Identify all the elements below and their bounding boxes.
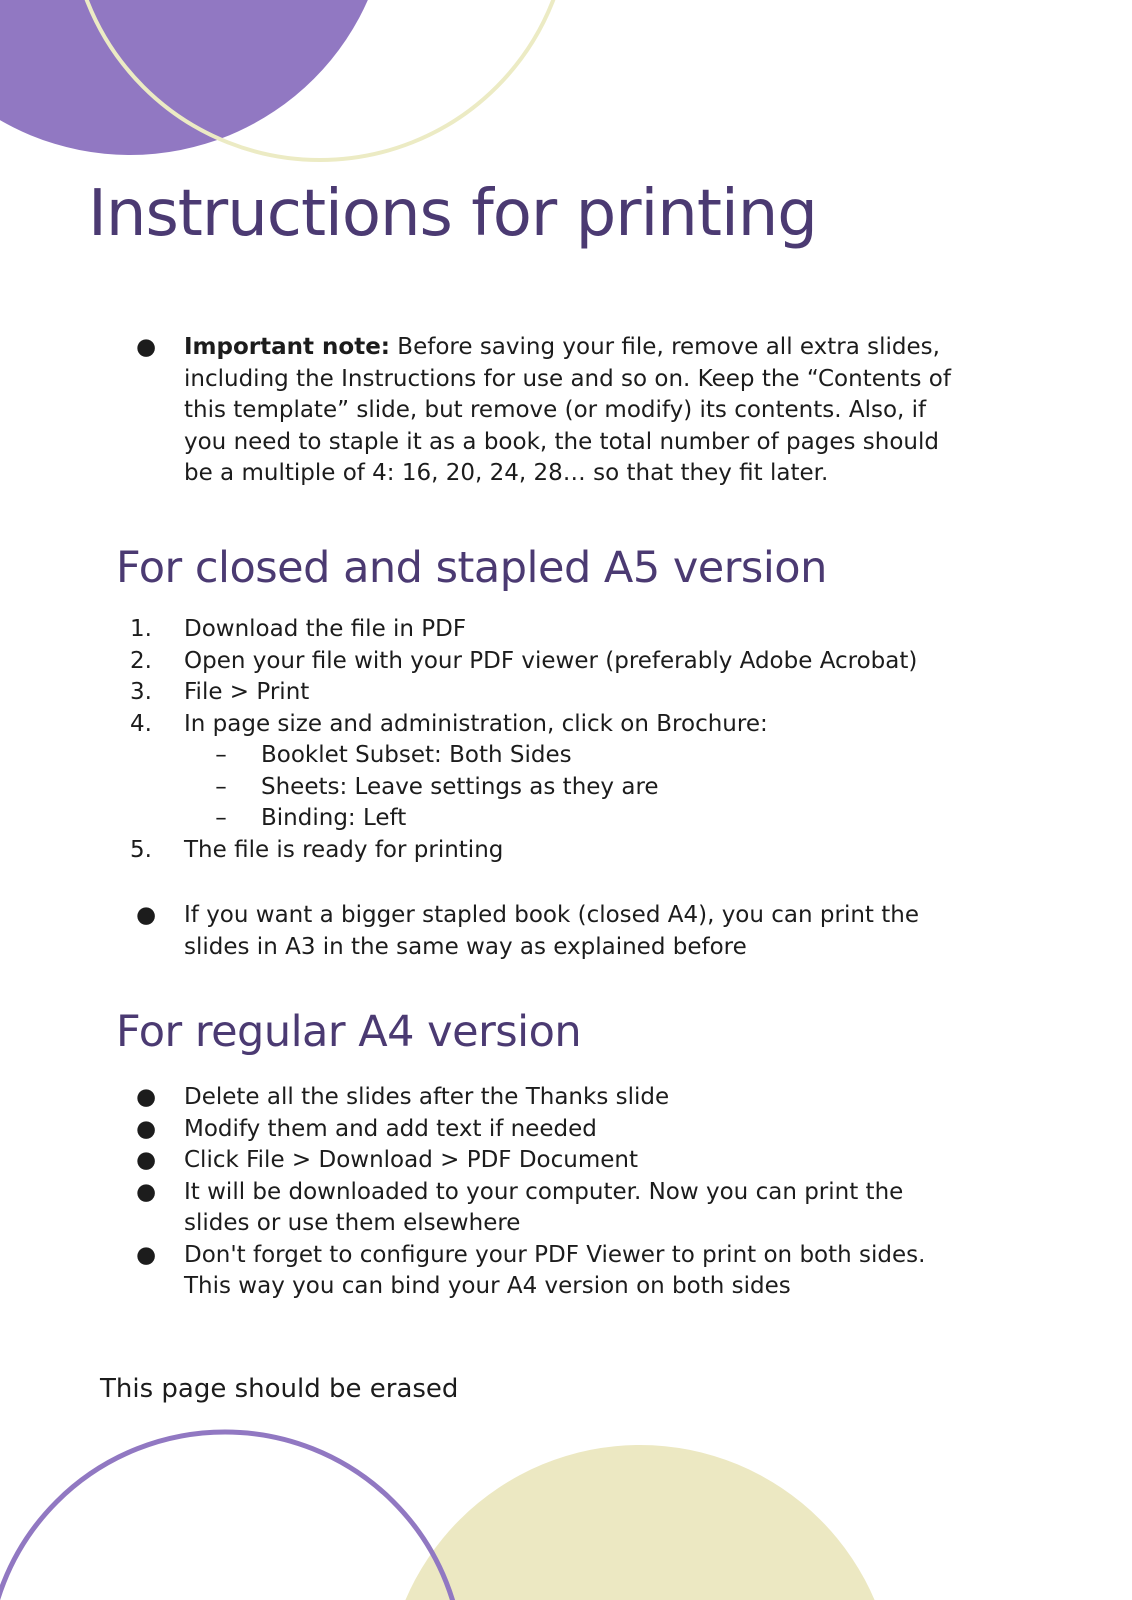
important-note-line-2: including the Instructions for use and so on. Keep the “Contents of [184,365,951,392]
bullet: ● [136,1241,157,1268]
dash: – [215,773,227,800]
important-note-item [0,332,1132,490]
step-number: 2. [130,647,152,674]
step-text: The file is ready for printing [184,836,504,863]
list-item [0,900,1132,963]
important-note-line-3: this template” slide, but remove (or modify) its contents. Also, if [184,397,927,423]
erase-note: This page should be erased [100,1374,459,1404]
step-text: Download the file in PDF [184,616,467,642]
list-item [0,1177,1132,1240]
a5-tip [0,900,1132,963]
item-text: Click File > Download > PDF Document [184,1147,638,1173]
a4-items-list [0,1082,1132,1303]
bullet: ● [136,902,157,928]
item-text: It will be downloaded to your computer. Now you can print the [184,1178,904,1205]
substep-text: Binding: Left [261,805,407,831]
list-item [0,1114,1132,1146]
list-item [0,1145,1132,1177]
cream-circle-bottom [385,1445,895,1600]
step-number: 4. [130,710,152,737]
list-item [0,709,1132,741]
a5-section-heading: For closed and stapled A5 version [116,543,827,593]
bullet: ● [136,1115,157,1142]
important-note [0,332,1132,490]
item-text: Don't forget to configure your PDF Viewer to print on both sides. [184,1241,926,1268]
dash: – [215,742,227,768]
list-item [0,646,1132,678]
item-text: Modify them and add text if needed [184,1115,597,1142]
item-text: This way you can bind your A4 version on both sides [184,1273,791,1299]
list-item [0,1082,1132,1114]
substep-text: Sheets: Leave settings as they are [261,773,659,800]
a5-steps-list [0,614,1132,866]
page-title: Instructions for printing [88,177,817,251]
purple-circle-top [0,0,390,155]
item-text: Delete all the slides after the Thanks slide [184,1084,670,1110]
bullet: ● [136,1178,157,1205]
important-note-line-1 [184,332,1012,364]
important-note-text: Before saving your file, remove all extra slides, [390,334,940,360]
sub-list-item [0,803,1132,835]
bullet: ● [136,334,157,360]
step-number: 1. [130,616,152,642]
tip-line-1: If you want a bigger stapled book (closed A4), you can print the [184,902,919,928]
step-text: Open your file with your PDF viewer (preferably Adobe Acrobat) [184,647,918,674]
step-number: 5. [130,836,152,863]
important-note-line-5: be a multiple of 4: 16, 20, 24, 28… so that they fit later. [184,460,829,486]
substep-text: Booklet Subset: Both Sides [261,742,572,768]
sub-list-item [0,772,1132,804]
list-item [0,835,1132,867]
step-number: 3. [130,679,152,705]
bullet: ● [136,1084,157,1110]
list-item [0,677,1132,709]
important-note-label: Important note: [184,334,390,360]
step-text: In page size and administration, click on Brochure: [184,710,768,737]
sub-list-item [0,740,1132,772]
list-item [0,1240,1132,1303]
tip-line-2: slides in A3 in the same way as explained before [184,933,747,960]
item-text: slides or use them elsewhere [184,1210,521,1236]
important-note-line-4: you need to staple it as a book, the total number of pages should [184,428,939,455]
step-text: File > Print [184,679,310,705]
dash: – [215,805,227,831]
purple-ring-bottom [0,1432,463,1600]
list-item [0,614,1132,646]
a4-section-heading: For regular A4 version [116,1007,582,1057]
bullet: ● [136,1147,157,1173]
